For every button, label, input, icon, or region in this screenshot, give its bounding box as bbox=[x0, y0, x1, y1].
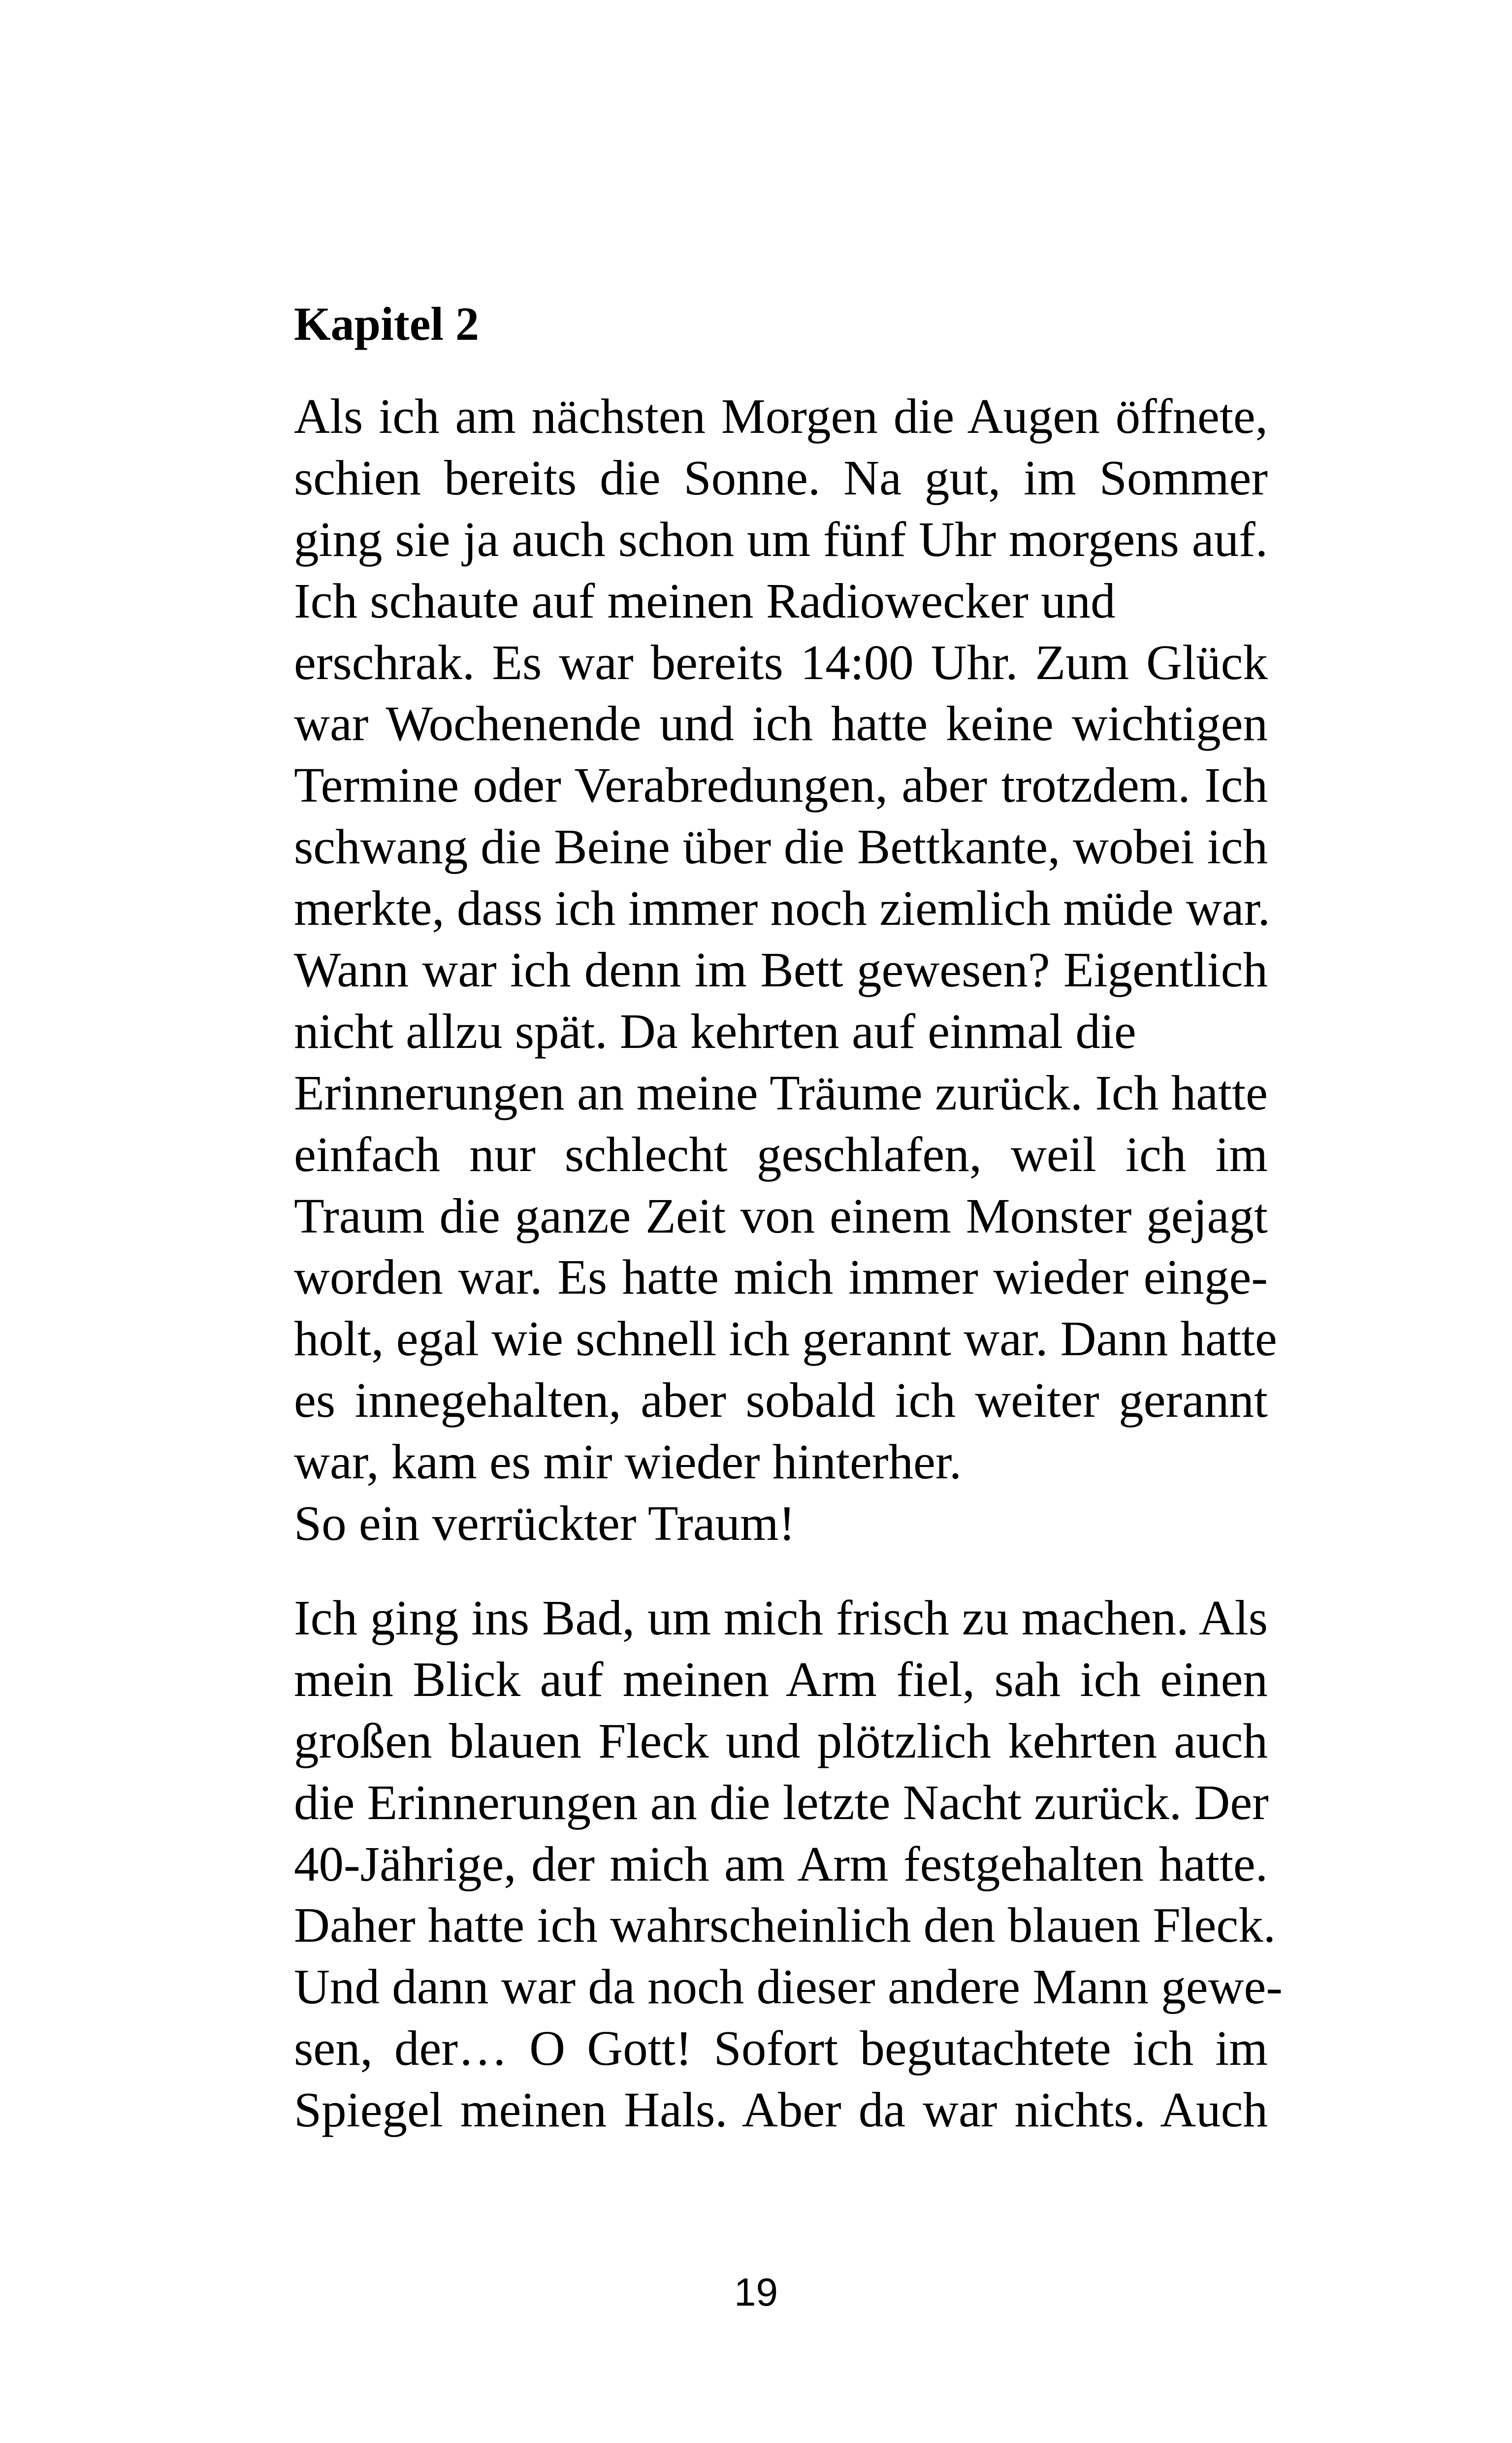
text-line: einfach nur schlecht geschlafen, weil ich im bbox=[294, 1126, 1268, 1182]
text-line: holt, egal wie schnell ich gerannt war. Dann hatte bbox=[294, 1311, 1277, 1367]
text-line: schwang die Beine über die Bettkante, wobei ich bbox=[294, 819, 1268, 875]
text-line: So ein verrückter Traum! bbox=[294, 1496, 796, 1551]
text-line: es innegehalten, aber sobald ich weiter gerannt bbox=[294, 1372, 1268, 1428]
text-line: worden war. Es hatte mich immer wieder einge- bbox=[294, 1249, 1268, 1305]
page-number: 19 bbox=[734, 2270, 778, 2314]
text-line: sen, der… O Gott! Sofort begutachtete ich im bbox=[294, 2020, 1268, 2076]
paragraph-2 bbox=[294, 1587, 1283, 2141]
text-line: Als ich am nächsten Morgen die Augen öffnete, bbox=[294, 389, 1268, 444]
text-line: merkte, dass ich immer noch ziemlich müde war. bbox=[294, 880, 1270, 936]
chapter-heading: Kapitel 2 bbox=[294, 297, 479, 350]
text-line: mein Blick auf meinen Arm fiel, sah ich einen bbox=[294, 1651, 1268, 1707]
text-line: Ich schaute auf meinen Radiowecker und bbox=[294, 573, 1116, 628]
text-line: Wann war ich denn im Bett gewesen? Eigentlich bbox=[294, 942, 1268, 998]
text-line: 40-Jährige, der mich am Arm festgehalten hatte. bbox=[294, 1836, 1268, 1891]
text-line: großen blauen Fleck und plötzlich kehrten auch bbox=[294, 1713, 1268, 1768]
text-line: Und dann war da noch dieser andere Mann gewe- bbox=[294, 1959, 1283, 2015]
text-line: Termine oder Verabredungen, aber trotzdem. Ich bbox=[294, 757, 1268, 813]
text-line: ging sie ja auch schon um fünf Uhr morgens auf. bbox=[294, 511, 1268, 567]
text-line: erschrak. Es war bereits 14:00 Uhr. Zum Glück bbox=[294, 634, 1268, 690]
paragraph-1 bbox=[294, 386, 1277, 1554]
text-line: die Erinnerungen an die letzte Nacht zurück. Der bbox=[294, 1774, 1269, 1830]
text-line: Ich ging ins Bad, um mich frisch zu machen. Als bbox=[294, 1590, 1268, 1645]
text-line: Spiegel meinen Hals. Aber da war nichts. Auch bbox=[294, 2082, 1268, 2138]
text-line: nicht allzu spät. Da kehrten auf einmal die bbox=[294, 1003, 1136, 1059]
text-line: Traum die ganze Zeit von einem Monster gejagt bbox=[294, 1188, 1268, 1243]
text-line: schien bereits die Sonne. Na gut, im Sommer bbox=[294, 450, 1268, 505]
text-line: war, kam es mir wieder hinterher. bbox=[294, 1434, 962, 1490]
text-line: Erinnerungen an meine Träume zurück. Ich hatte bbox=[294, 1065, 1268, 1120]
text-line: war Wochenende und ich hatte keine wichtigen bbox=[294, 696, 1268, 751]
text-line: Daher hatte ich wahrscheinlich den blauen Fleck. bbox=[294, 1897, 1276, 1953]
